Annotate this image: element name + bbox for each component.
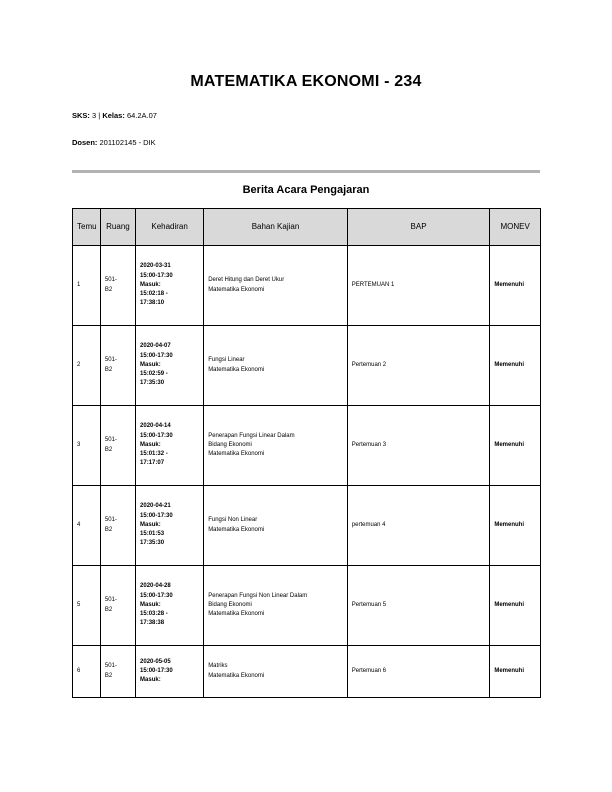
bahan-line: Matematika Ekonomi — [208, 526, 265, 533]
kehadiran-line: 15:00-17:30 — [140, 512, 173, 519]
header-ruang: Ruang — [100, 209, 135, 246]
header-bap: BAP — [347, 209, 490, 246]
kehadiran-line: 15:00-17:30 — [140, 272, 173, 279]
bahan-line: Fungsi Non Linear — [208, 517, 258, 524]
meta-separator: | — [98, 111, 101, 120]
kehadiran-line: 17:35:30 — [140, 540, 165, 547]
cell-kehadiran — [136, 646, 204, 698]
cell-monev: Memenuhi — [490, 486, 541, 566]
dosen-label: Dosen: — [72, 138, 98, 147]
cell-bahan-kajian — [204, 646, 348, 698]
cell-monev: Memenuhi — [490, 246, 541, 326]
kehadiran-line: Masuk: — [140, 601, 161, 608]
kehadiran-line: 17:35:30 — [140, 380, 165, 387]
ruang-line: 501- — [104, 277, 117, 284]
bahan-line: Matematika Ekonomi — [208, 672, 265, 679]
bahan-line: Penerapan Fungsi Linear Dalam — [208, 432, 295, 439]
ruang-line: 501- — [104, 437, 117, 444]
dosen-value: 201102145 - DIK — [99, 138, 156, 147]
kehadiran-line: 2020-03-31 — [140, 263, 171, 270]
ruang-line: B2 — [104, 446, 113, 453]
cell-ruang — [100, 246, 135, 326]
kehadiran-line: 15:02:59 - — [140, 371, 168, 378]
header-monev: MONEV — [490, 209, 541, 246]
ruang-line: 501- — [104, 357, 117, 364]
bahan-line: Penerapan Fungsi Non Linear Dalam — [208, 592, 308, 599]
kehadiran-line: 15:01:32 - — [140, 451, 168, 458]
ruang-line: B2 — [104, 286, 113, 293]
sks-value: 3 — [92, 111, 97, 120]
table-row — [73, 326, 541, 406]
cell-bap: Pertemuan 3 — [347, 406, 490, 486]
ruang-line: 501- — [104, 597, 117, 604]
kehadiran-line: 2020-04-14 — [140, 423, 171, 430]
bahan-line: Bidang Ekonomi — [208, 441, 252, 448]
cell-bahan-kajian — [204, 326, 348, 406]
kehadiran-line: 17:38:10 — [140, 300, 165, 307]
cell-ruang — [100, 326, 135, 406]
cell-monev: Memenuhi — [490, 406, 541, 486]
kehadiran-line: 15:03:28 - — [140, 611, 168, 618]
kehadiran-line: 2020-04-21 — [140, 503, 171, 510]
kehadiran-line: 17:38:38 — [140, 620, 165, 627]
sks-label: SKS: — [72, 111, 90, 120]
cell-temu: 5 — [73, 566, 101, 646]
kehadiran-line: 15:02:18 - — [140, 291, 168, 298]
bahan-line: Matematika Ekonomi — [208, 451, 265, 458]
table-row — [73, 246, 541, 326]
bahan-line: Bidang Ekonomi — [208, 601, 252, 608]
bahan-line: Matematika Ekonomi — [208, 611, 265, 618]
cell-monev: Memenuhi — [490, 646, 541, 698]
cell-monev: Memenuhi — [490, 326, 541, 406]
cell-temu: 6 — [73, 646, 101, 698]
document-title: MATEMATIKA EKONOMI - 234 — [190, 73, 422, 90]
table-row — [73, 646, 541, 698]
cell-kehadiran — [136, 486, 204, 566]
cell-kehadiran — [136, 326, 204, 406]
ruang-line: 501- — [104, 517, 117, 524]
ruang-line: B2 — [104, 672, 113, 679]
kehadiran-line: 15:00-17:30 — [140, 432, 173, 439]
kehadiran-line: Masuk: — [140, 677, 161, 684]
cell-bahan-kajian — [204, 486, 348, 566]
kehadiran-line: Masuk: — [140, 361, 161, 368]
cell-kehadiran — [136, 566, 204, 646]
cell-bap: Pertemuan 2 — [347, 326, 490, 406]
cell-ruang — [100, 646, 135, 698]
cell-kehadiran — [136, 406, 204, 486]
cell-temu: 2 — [73, 326, 101, 406]
kehadiran-line: 17:17:07 — [140, 460, 165, 467]
kelas-label: Kelas: — [102, 111, 125, 120]
bahan-line: Matriks — [208, 663, 228, 670]
cell-temu: 1 — [73, 246, 101, 326]
cell-kehadiran — [136, 246, 204, 326]
lecturer-meta — [72, 138, 156, 147]
cell-bahan-kajian — [204, 406, 348, 486]
table-header-row — [73, 209, 541, 246]
horizontal-divider — [72, 170, 540, 173]
kehadiran-line: Masuk: — [140, 441, 161, 448]
header-temu: Temu — [73, 209, 101, 246]
kehadiran-line: 15:00-17:30 — [140, 592, 173, 599]
cell-bap: Pertemuan 6 — [347, 646, 490, 698]
kehadiran-line: 15:00-17:30 — [140, 667, 173, 674]
section-title: Berita Acara Pengajaran — [242, 184, 370, 196]
teaching-record-table — [72, 208, 541, 698]
cell-bap: Pertemuan 5 — [347, 566, 490, 646]
cell-monev: Memenuhi — [490, 566, 541, 646]
cell-bahan-kajian — [204, 246, 348, 326]
course-meta — [72, 111, 157, 120]
kehadiran-line: 2020-04-28 — [140, 583, 171, 590]
bahan-line: Fungsi Linear — [208, 357, 245, 364]
cell-ruang — [100, 566, 135, 646]
bahan-line: Matematika Ekonomi — [208, 366, 265, 373]
cell-bap: pertemuan 4 — [347, 486, 490, 566]
bahan-line: Matematika Ekonomi — [208, 286, 265, 293]
table-row — [73, 566, 541, 646]
kehadiran-line: 2020-05-05 — [140, 658, 171, 665]
ruang-line: B2 — [104, 526, 113, 533]
ruang-line: B2 — [104, 366, 113, 373]
table-row — [73, 406, 541, 486]
header-bahan-kajian: Bahan Kajian — [204, 209, 348, 246]
bahan-line: Deret Hitung dan Deret Ukur — [208, 277, 285, 284]
cell-ruang — [100, 406, 135, 486]
cell-bap: PERTEMUAN 1 — [347, 246, 490, 326]
kelas-value: 64.2A.07 — [126, 111, 157, 120]
kehadiran-line: Masuk: — [140, 521, 161, 528]
ruang-line: 501- — [104, 663, 117, 670]
cell-temu: 4 — [73, 486, 101, 566]
kehadiran-line: 2020-04-07 — [140, 343, 171, 350]
kehadiran-line: 15:00-17:30 — [140, 352, 173, 359]
ruang-line: B2 — [104, 606, 113, 613]
cell-bahan-kajian — [204, 566, 348, 646]
cell-temu: 3 — [73, 406, 101, 486]
header-kehadiran: Kehadiran — [136, 209, 204, 246]
table-row — [73, 486, 541, 566]
kehadiran-line: Masuk: — [140, 281, 161, 288]
kehadiran-line: 15:01:53 — [140, 531, 165, 538]
cell-ruang — [100, 486, 135, 566]
